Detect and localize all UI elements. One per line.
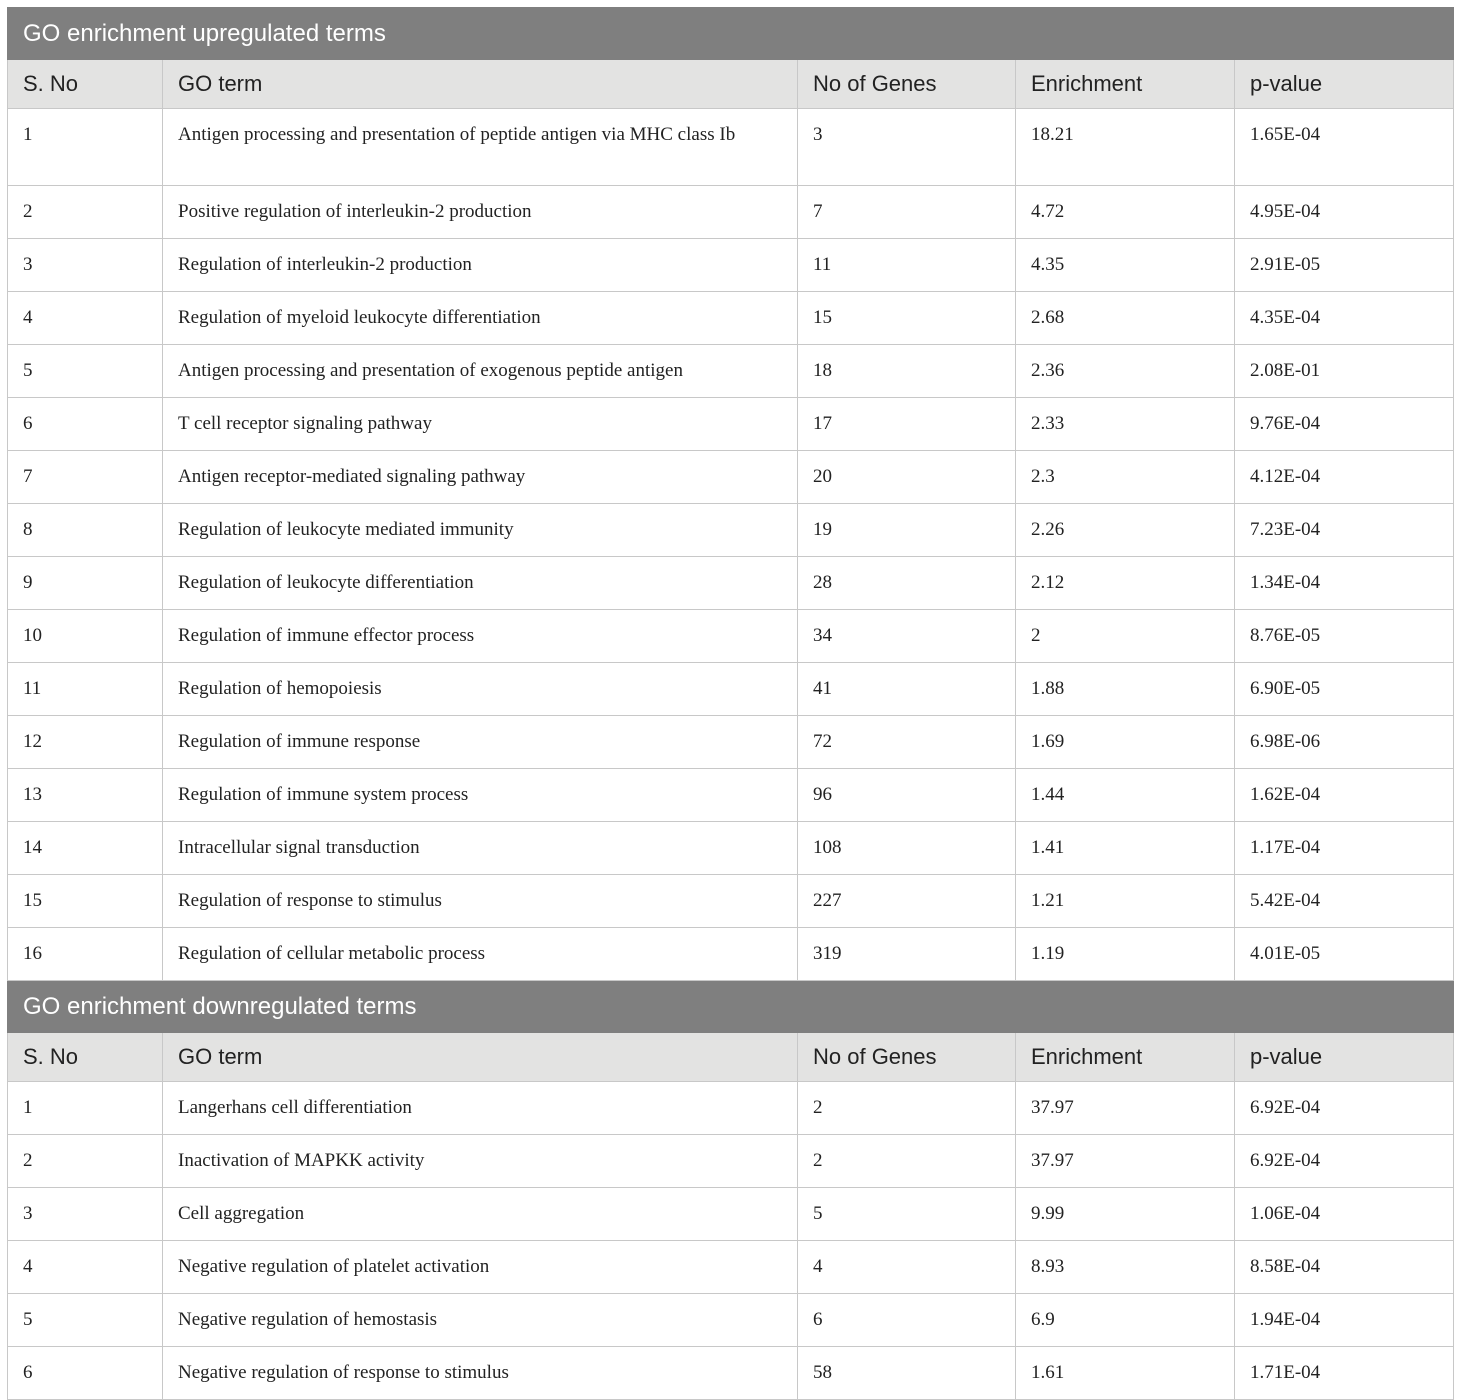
cell-enrichment: 1.41 bbox=[1016, 822, 1235, 875]
cell-enrichment: 1.88 bbox=[1016, 663, 1235, 716]
cell-s-no: 14 bbox=[8, 822, 163, 875]
cell-gene-count: 72 bbox=[798, 716, 1016, 769]
cell-p-value: 1.94E-04 bbox=[1235, 1294, 1454, 1347]
cell-enrichment: 2 bbox=[1016, 610, 1235, 663]
table-row bbox=[8, 239, 1454, 292]
cell-gene-count: 6 bbox=[798, 1294, 1016, 1347]
section-header bbox=[8, 981, 1454, 1033]
cell-s-no: 5 bbox=[8, 345, 163, 398]
cell-p-value: 6.98E-06 bbox=[1235, 716, 1454, 769]
table-row bbox=[8, 1082, 1454, 1135]
cell-enrichment: 9.99 bbox=[1016, 1188, 1235, 1241]
cell-s-no: 6 bbox=[8, 1347, 163, 1400]
cell-enrichment: 2.26 bbox=[1016, 504, 1235, 557]
cell-p-value: 6.92E-04 bbox=[1235, 1135, 1454, 1188]
cell-enrichment: 1.44 bbox=[1016, 769, 1235, 822]
cell-gene-count: 17 bbox=[798, 398, 1016, 451]
cell-go-term: Positive regulation of interleukin-2 production bbox=[163, 186, 798, 239]
cell-s-no: 4 bbox=[8, 292, 163, 345]
cell-p-value: 1.34E-04 bbox=[1235, 557, 1454, 610]
table-row bbox=[8, 1294, 1454, 1347]
cell-go-term: Negative regulation of response to stimulus bbox=[163, 1347, 798, 1400]
table-row bbox=[8, 109, 1454, 186]
cell-p-value: 4.01E-05 bbox=[1235, 928, 1454, 981]
cell-enrichment: 8.93 bbox=[1016, 1241, 1235, 1294]
cell-enrichment: 4.35 bbox=[1016, 239, 1235, 292]
column-header-go-term: GO term bbox=[163, 60, 798, 109]
cell-enrichment: 1.21 bbox=[1016, 875, 1235, 928]
cell-s-no: 4 bbox=[8, 1241, 163, 1294]
cell-go-term: Regulation of leukocyte differentiation bbox=[163, 557, 798, 610]
cell-go-term: Negative regulation of hemostasis bbox=[163, 1294, 798, 1347]
cell-p-value: 1.62E-04 bbox=[1235, 769, 1454, 822]
column-header-s-no: S. No bbox=[8, 1033, 163, 1082]
cell-gene-count: 7 bbox=[798, 186, 1016, 239]
column-header-p-value: p-value bbox=[1235, 1033, 1454, 1082]
table-row bbox=[8, 504, 1454, 557]
cell-gene-count: 2 bbox=[798, 1135, 1016, 1188]
cell-enrichment: 6.9 bbox=[1016, 1294, 1235, 1347]
section-header bbox=[8, 8, 1454, 60]
cell-p-value: 7.23E-04 bbox=[1235, 504, 1454, 557]
cell-s-no: 3 bbox=[8, 239, 163, 292]
table-row bbox=[8, 769, 1454, 822]
cell-go-term: Regulation of immune response bbox=[163, 716, 798, 769]
cell-p-value: 1.06E-04 bbox=[1235, 1188, 1454, 1241]
cell-enrichment: 2.33 bbox=[1016, 398, 1235, 451]
cell-p-value: 4.95E-04 bbox=[1235, 186, 1454, 239]
cell-p-value: 4.12E-04 bbox=[1235, 451, 1454, 504]
cell-s-no: 11 bbox=[8, 663, 163, 716]
cell-enrichment: 2.12 bbox=[1016, 557, 1235, 610]
cell-go-term: Cell aggregation bbox=[163, 1188, 798, 1241]
table-row bbox=[8, 1135, 1454, 1188]
cell-s-no: 13 bbox=[8, 769, 163, 822]
cell-p-value: 9.76E-04 bbox=[1235, 398, 1454, 451]
cell-go-term: Regulation of immune system process bbox=[163, 769, 798, 822]
cell-go-term: Negative regulation of platelet activation bbox=[163, 1241, 798, 1294]
cell-s-no: 7 bbox=[8, 451, 163, 504]
cell-s-no: 1 bbox=[8, 1082, 163, 1135]
cell-p-value: 4.35E-04 bbox=[1235, 292, 1454, 345]
cell-go-term: Antigen processing and presentation of peptide antigen via MHC class Ib bbox=[163, 109, 798, 186]
cell-enrichment: 37.97 bbox=[1016, 1135, 1235, 1188]
cell-go-term: Antigen receptor-mediated signaling pathway bbox=[163, 451, 798, 504]
table-row bbox=[8, 663, 1454, 716]
table-row bbox=[8, 398, 1454, 451]
cell-s-no: 8 bbox=[8, 504, 163, 557]
table-row bbox=[8, 1347, 1454, 1400]
table-row bbox=[8, 1241, 1454, 1294]
cell-p-value: 1.17E-04 bbox=[1235, 822, 1454, 875]
cell-s-no: 15 bbox=[8, 875, 163, 928]
cell-go-term: Regulation of immune effector process bbox=[163, 610, 798, 663]
column-header-gene-count: No of Genes bbox=[798, 1033, 1016, 1082]
cell-gene-count: 3 bbox=[798, 109, 1016, 186]
cell-go-term: Regulation of cellular metabolic process bbox=[163, 928, 798, 981]
table-row bbox=[8, 292, 1454, 345]
cell-go-term: Regulation of interleukin-2 production bbox=[163, 239, 798, 292]
cell-gene-count: 15 bbox=[798, 292, 1016, 345]
cell-gene-count: 96 bbox=[798, 769, 1016, 822]
cell-enrichment: 2.68 bbox=[1016, 292, 1235, 345]
cell-p-value: 6.92E-04 bbox=[1235, 1082, 1454, 1135]
cell-s-no: 2 bbox=[8, 1135, 163, 1188]
cell-s-no: 16 bbox=[8, 928, 163, 981]
cell-go-term: Regulation of myeloid leukocyte differentiation bbox=[163, 292, 798, 345]
cell-gene-count: 11 bbox=[798, 239, 1016, 292]
cell-go-term: Inactivation of MAPKK activity bbox=[163, 1135, 798, 1188]
section-title: GO enrichment downregulated terms bbox=[8, 981, 1454, 1033]
cell-p-value: 2.91E-05 bbox=[1235, 239, 1454, 292]
cell-go-term: Regulation of leukocyte mediated immunity bbox=[163, 504, 798, 557]
cell-enrichment: 18.21 bbox=[1016, 109, 1235, 186]
table-row bbox=[8, 451, 1454, 504]
cell-s-no: 3 bbox=[8, 1188, 163, 1241]
column-header-row bbox=[8, 60, 1454, 109]
cell-p-value: 8.76E-05 bbox=[1235, 610, 1454, 663]
cell-enrichment: 1.19 bbox=[1016, 928, 1235, 981]
cell-gene-count: 20 bbox=[798, 451, 1016, 504]
column-header-p-value: p-value bbox=[1235, 60, 1454, 109]
table-row bbox=[8, 875, 1454, 928]
cell-s-no: 12 bbox=[8, 716, 163, 769]
cell-go-term: Regulation of response to stimulus bbox=[163, 875, 798, 928]
cell-s-no: 5 bbox=[8, 1294, 163, 1347]
table-row bbox=[8, 610, 1454, 663]
column-header-enrichment: Enrichment bbox=[1016, 60, 1235, 109]
cell-go-term: T cell receptor signaling pathway bbox=[163, 398, 798, 451]
table-row bbox=[8, 716, 1454, 769]
table-row bbox=[8, 345, 1454, 398]
cell-s-no: 9 bbox=[8, 557, 163, 610]
cell-p-value: 8.58E-04 bbox=[1235, 1241, 1454, 1294]
cell-enrichment: 37.97 bbox=[1016, 1082, 1235, 1135]
table-row bbox=[8, 557, 1454, 610]
go-enrichment-table-container bbox=[7, 7, 1453, 1400]
cell-gene-count: 58 bbox=[798, 1347, 1016, 1400]
cell-gene-count: 28 bbox=[798, 557, 1016, 610]
cell-gene-count: 18 bbox=[798, 345, 1016, 398]
cell-p-value: 5.42E-04 bbox=[1235, 875, 1454, 928]
table-row bbox=[8, 186, 1454, 239]
cell-s-no: 10 bbox=[8, 610, 163, 663]
cell-gene-count: 319 bbox=[798, 928, 1016, 981]
cell-go-term: Antigen processing and presentation of exogenous peptide antigen bbox=[163, 345, 798, 398]
column-header-enrichment: Enrichment bbox=[1016, 1033, 1235, 1082]
cell-enrichment: 2.3 bbox=[1016, 451, 1235, 504]
column-header-row bbox=[8, 1033, 1454, 1082]
cell-go-term: Intracellular signal transduction bbox=[163, 822, 798, 875]
cell-p-value: 1.65E-04 bbox=[1235, 109, 1454, 186]
cell-enrichment: 2.36 bbox=[1016, 345, 1235, 398]
cell-gene-count: 4 bbox=[798, 1241, 1016, 1294]
cell-gene-count: 5 bbox=[798, 1188, 1016, 1241]
cell-gene-count: 19 bbox=[798, 504, 1016, 557]
section-title: GO enrichment upregulated terms bbox=[8, 8, 1454, 60]
cell-s-no: 2 bbox=[8, 186, 163, 239]
table-row bbox=[8, 1188, 1454, 1241]
cell-gene-count: 41 bbox=[798, 663, 1016, 716]
cell-p-value: 2.08E-01 bbox=[1235, 345, 1454, 398]
cell-s-no: 1 bbox=[8, 109, 163, 186]
column-header-s-no: S. No bbox=[8, 60, 163, 109]
column-header-go-term: GO term bbox=[163, 1033, 798, 1082]
table-row bbox=[8, 928, 1454, 981]
cell-enrichment: 4.72 bbox=[1016, 186, 1235, 239]
cell-gene-count: 108 bbox=[798, 822, 1016, 875]
cell-p-value: 1.71E-04 bbox=[1235, 1347, 1454, 1400]
go-enrichment-table bbox=[7, 7, 1454, 1400]
cell-p-value: 6.90E-05 bbox=[1235, 663, 1454, 716]
cell-s-no: 6 bbox=[8, 398, 163, 451]
cell-go-term: Langerhans cell differentiation bbox=[163, 1082, 798, 1135]
table-row bbox=[8, 822, 1454, 875]
cell-gene-count: 227 bbox=[798, 875, 1016, 928]
cell-enrichment: 1.69 bbox=[1016, 716, 1235, 769]
cell-gene-count: 2 bbox=[798, 1082, 1016, 1135]
column-header-gene-count: No of Genes bbox=[798, 60, 1016, 109]
cell-enrichment: 1.61 bbox=[1016, 1347, 1235, 1400]
cell-go-term: Regulation of hemopoiesis bbox=[163, 663, 798, 716]
cell-gene-count: 34 bbox=[798, 610, 1016, 663]
